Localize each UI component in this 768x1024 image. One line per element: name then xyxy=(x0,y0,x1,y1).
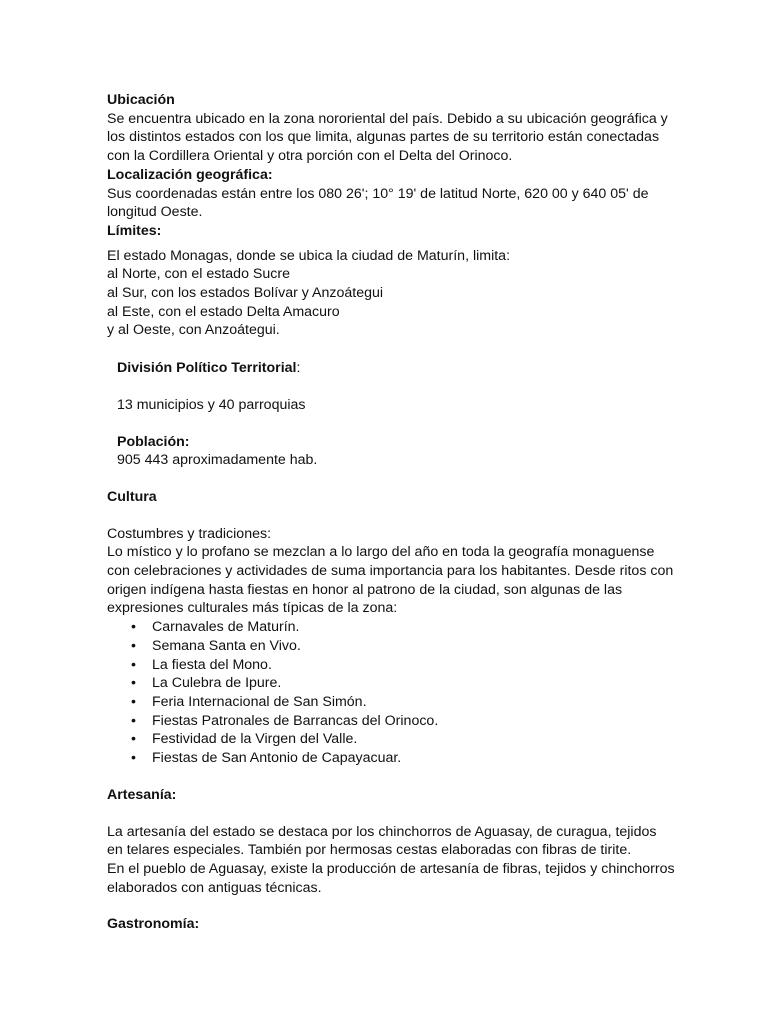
poblacion-text: 905 443 aproximadamente hab. xyxy=(117,452,318,469)
paragraph-line: y al Oeste, con Anzoátegui. xyxy=(107,322,280,339)
paragraph-line: Lo místico y lo profano se mezclan a lo largo del año en toda la geografía monaguense xyxy=(107,544,655,561)
spacer xyxy=(107,507,707,525)
paragraph-line: La artesanía del estado se destaca por los chinchorros de Aguasay, de curagua, tejidos xyxy=(107,823,657,840)
spacer xyxy=(107,805,707,823)
division-heading-colon: : xyxy=(296,360,301,377)
paragraph-line: El estado Monagas, donde se ubica la ciudad de Maturín, limita: xyxy=(107,247,511,264)
paragraph-line: expresiones culturales más típicas de la zona: xyxy=(107,600,398,617)
list-item-text: Fiestas Patronales de Barrancas del Orinoco. xyxy=(152,712,439,729)
paragraph-line: En el pueblo de Aguasay, existe la producción de artesanía de fibras, tejidos y chinchorros xyxy=(107,860,675,877)
bullet-icon: • xyxy=(131,712,136,729)
paragraph-line: con celebraciones y actividades de suma importancia para los habitantes. Desde ritos con xyxy=(107,563,674,580)
spacer xyxy=(107,470,707,488)
list-item-text: Feria Internacional de San Simón. xyxy=(152,693,367,710)
list-item xyxy=(107,693,707,712)
spacer xyxy=(107,415,707,433)
paragraph-line: al Sur, con los estados Bolívar y Anzoátegui xyxy=(107,285,384,302)
paragraph-line: al Este, con el estado Delta Amacuro xyxy=(107,303,340,320)
division-text: 13 municipios y 40 parroquias xyxy=(117,396,306,413)
spacer xyxy=(107,378,707,396)
paragraph-line: en telares especiales. También por hermosas cestas elaboradas con fibras de tirite. xyxy=(107,842,632,859)
list-item xyxy=(107,730,707,749)
section-heading-poblacion: Población: xyxy=(117,433,190,450)
document-page xyxy=(107,91,707,934)
list-item xyxy=(107,618,707,637)
list-item-text: Fiestas de San Antonio de Capayacuar. xyxy=(152,750,402,767)
paragraph-line: longitud Oeste. xyxy=(107,204,203,221)
list-item-text: La Culebra de Ipure. xyxy=(152,675,282,692)
list-item-text: Carnavales de Maturín. xyxy=(152,619,300,636)
list-item xyxy=(107,656,707,675)
tradiciones-list xyxy=(107,618,707,768)
list-item xyxy=(107,712,707,731)
cultura-subheading: Costumbres y tradiciones: xyxy=(107,525,272,542)
paragraph-line: los distintos estados con los que limita, algunas partes de su territorio están conectadas xyxy=(107,129,660,146)
section-heading-artesania: Artesanía: xyxy=(107,786,177,803)
section-heading-cultura: Cultura xyxy=(107,488,157,505)
division-heading-text: División Político Territorial xyxy=(117,360,297,377)
list-item-text: La fiesta del Mono. xyxy=(152,656,272,673)
bullet-icon: • xyxy=(131,675,136,692)
list-item xyxy=(107,674,707,693)
bullet-icon: • xyxy=(131,656,136,673)
section-heading-ubicacion: Ubicación xyxy=(107,92,175,108)
bullet-icon: • xyxy=(131,750,136,767)
spacer xyxy=(107,768,707,786)
section-heading-gastronomia: Gastronomía: xyxy=(107,916,200,933)
paragraph-line: Sus coordenadas están entre los 080 26'; 10° 19' de latitud Norte, 620 00 y 640 05' de xyxy=(107,185,649,202)
section-heading-division xyxy=(107,359,707,378)
spacer xyxy=(107,340,707,359)
list-item-text: Festividad de la Virgen del Valle. xyxy=(152,731,358,748)
list-item-text: Semana Santa en Vivo. xyxy=(152,637,301,654)
paragraph-line: con la Cordillera Oriental y otra porción con el Delta del Orinoco. xyxy=(107,148,513,165)
spacer xyxy=(107,897,707,915)
paragraph-line: Se encuentra ubicado en la zona nororiental del país. Debido a su ubicación geográfica y xyxy=(107,110,668,127)
paragraph-line: al Norte, con el estado Sucre xyxy=(107,266,290,283)
section-heading-localizacion: Localización geográfica: xyxy=(107,166,273,183)
bullet-icon: • xyxy=(131,693,136,710)
paragraph-line: origen indígena hasta fiestas en honor al patrono de la ciudad, son algunas de las xyxy=(107,581,623,598)
bullet-icon: • xyxy=(131,731,136,748)
list-item xyxy=(107,749,707,768)
list-item xyxy=(107,637,707,656)
bullet-icon: • xyxy=(131,619,136,636)
section-heading-limites: Límites: xyxy=(107,222,162,239)
bullet-icon: • xyxy=(131,637,136,654)
paragraph-line: elaborados con antiguas técnicas. xyxy=(107,879,322,896)
